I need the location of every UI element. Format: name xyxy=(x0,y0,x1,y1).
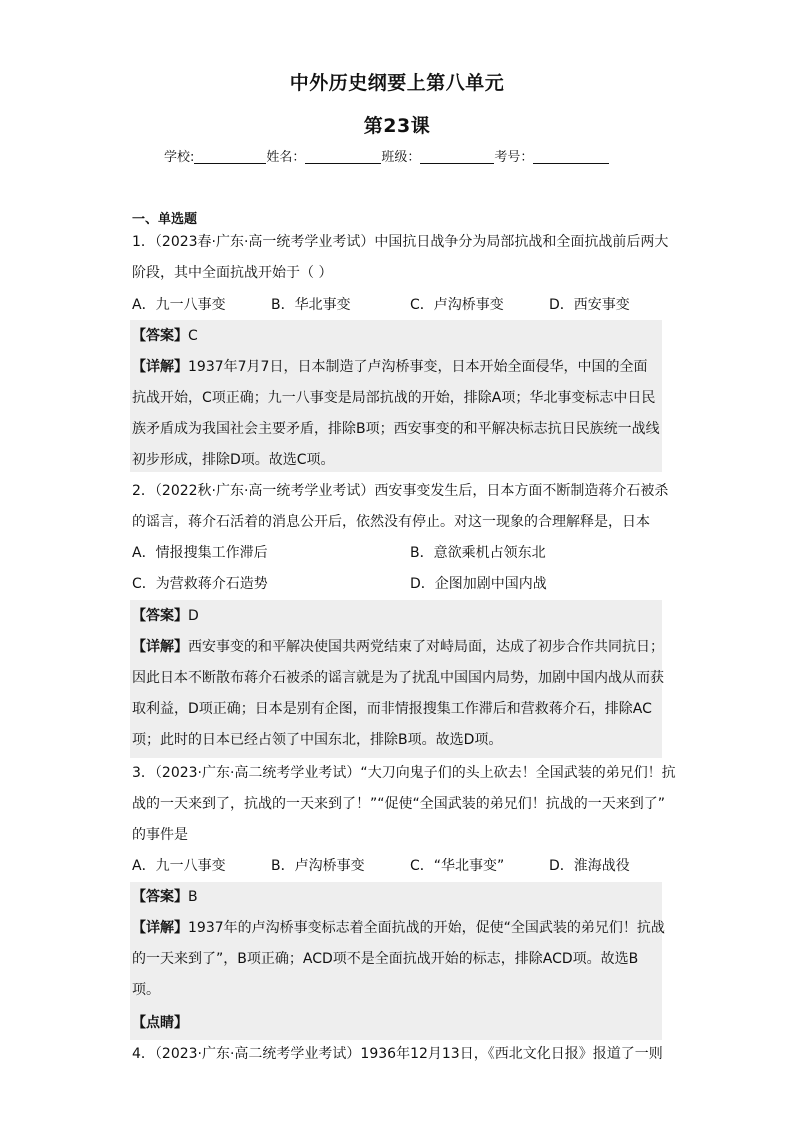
q3-option-b: B．卢沟桥事变 xyxy=(271,858,365,874)
q1-detail-line-1 xyxy=(132,357,647,377)
q4-stem-line-1: 4．（2023·广东·高二统考学业考试）1936年12月13日，《西北文化日报》报道了一则 xyxy=(132,1046,663,1062)
q2-detail-line-1 xyxy=(132,637,664,657)
q3-stem-line-3: 的事件是 xyxy=(132,827,188,843)
class-label: 班级： xyxy=(381,150,421,165)
q3-detail-line-3: 项。 xyxy=(132,982,160,998)
q1-detail-line-4: 初步形成，排除D项。故选C项。 xyxy=(132,452,335,468)
q1-answer: C xyxy=(188,328,198,344)
q2-detail-line-2: 因此日本不断散布蒋介石被杀的谣言就是为了扰乱中国国内局势，加剧中国内战从而获 xyxy=(132,670,664,686)
detail-tag: 【详解】 xyxy=(132,359,188,375)
q2-option-d: D．企图加剧中国内战 xyxy=(410,576,547,592)
exam-number-field[interactable] xyxy=(533,149,609,164)
detail-tag: 【详解】 xyxy=(132,639,188,655)
q2-option-a: A．情报搜集工作滞后 xyxy=(132,545,268,561)
document-title: 中外历史纲要上第八单元 xyxy=(289,72,505,94)
q1-detail-line-3: 族矛盾成为我国社会主要矛盾，排除B项；西安事变的和平解决标志抗日民族统一战线 xyxy=(132,421,660,437)
answer-tag: 【答案】 xyxy=(132,608,188,624)
q2-detail-line-3: 取利益，D项正确；日本是别有企图，而非情报搜集工作滞后和营救蒋介石，排除AC xyxy=(132,701,652,717)
answer-tag: 【答案】 xyxy=(132,328,188,344)
school-field[interactable] xyxy=(194,149,266,164)
q1-stem-line-1: 1．（2023春·广东·高一统考学业考试）中国抗日战争分为局部抗战和全面抗战前后两大 xyxy=(132,234,669,250)
q2-answer: D xyxy=(188,608,199,624)
q3-answer: B xyxy=(188,889,198,905)
q2-option-b: B．意欲乘机占领东北 xyxy=(410,545,546,561)
q3-option-c: C．“华北事变” xyxy=(410,858,505,874)
q2-stem-line-2: 的谣言，蒋介石活着的消息公开后，依然没有停止。对这一现象的合理解释是，日本 xyxy=(132,514,650,530)
q1-option-b: B．华北事变 xyxy=(271,297,351,313)
q3-detail-line-2: 的一天来到了”，B项正确；ACD项不是全面抗战开始的标志，排除ACD项。故选B xyxy=(132,951,639,967)
lesson-title: 第23课 xyxy=(363,115,431,137)
q1-option-c: C．卢沟桥事变 xyxy=(410,297,504,313)
q3-option-d: D．淮海战役 xyxy=(549,858,630,874)
q2-answer-line xyxy=(132,606,199,626)
exam-number-label: 考号： xyxy=(494,150,534,165)
q1-option-a: A．九一八事变 xyxy=(132,297,226,313)
student-info-line xyxy=(164,146,609,165)
q3-note-tag: 【点睛】 xyxy=(132,1015,188,1031)
q3-detail-line-1 xyxy=(132,918,665,938)
name-field[interactable] xyxy=(305,149,381,164)
class-field[interactable] xyxy=(420,149,494,164)
q1-answer-line xyxy=(132,326,198,346)
answer-tag: 【答案】 xyxy=(132,889,188,905)
q1-detail-line-2: 抗战开始，C项正确；九一八事变是局部抗战的开始，排除A项；华北事变标志中日民 xyxy=(132,390,656,406)
q1-stem-line-2: 阶段，其中全面抗战开始于（ ） xyxy=(132,265,333,281)
q1-detail-text-1: 1937年7月7日，日本制造了卢沟桥事变，日本开始全面侵华，中国的全面 xyxy=(188,359,648,375)
q3-stem-line-1: 3．（2023·广东·高二统考学业考试）“大刀向鬼子们的头上砍去！全国武装的弟兄们！抗 xyxy=(132,765,676,781)
q2-stem-line-1: 2．（2022秋·广东·高一统考学业考试）西安事变发生后，日本方面不断制造蒋介石被杀 xyxy=(132,483,669,499)
q2-detail-line-4: 项；此时的日本已经占领了中国东北，排除B项。故选D项。 xyxy=(132,732,503,748)
school-label: 学校: xyxy=(164,150,195,165)
q2-detail-text-1: 西安事变的和平解决使国共两党结束了对峙局面，达成了初步合作共同抗日； xyxy=(188,639,664,655)
q3-detail-text-1: 1937年的卢沟桥事变标志着全面抗战的开始，促使“全国武装的弟兄们！抗战 xyxy=(188,920,665,936)
detail-tag: 【详解】 xyxy=(132,920,188,936)
section-heading: 一、单选题 xyxy=(132,212,198,227)
q3-answer-line xyxy=(132,887,198,907)
q2-option-c: C．为营救蒋介石造势 xyxy=(132,576,268,592)
q3-stem-line-2: 战的一天来到了，抗战的一天来到了！”“促使“全国武装的弟兄们！抗战的一天来到了” xyxy=(132,796,666,812)
q1-option-d: D．西安事变 xyxy=(549,297,630,313)
name-label: 姓名： xyxy=(266,150,306,165)
q3-option-a: A．九一八事变 xyxy=(132,858,226,874)
